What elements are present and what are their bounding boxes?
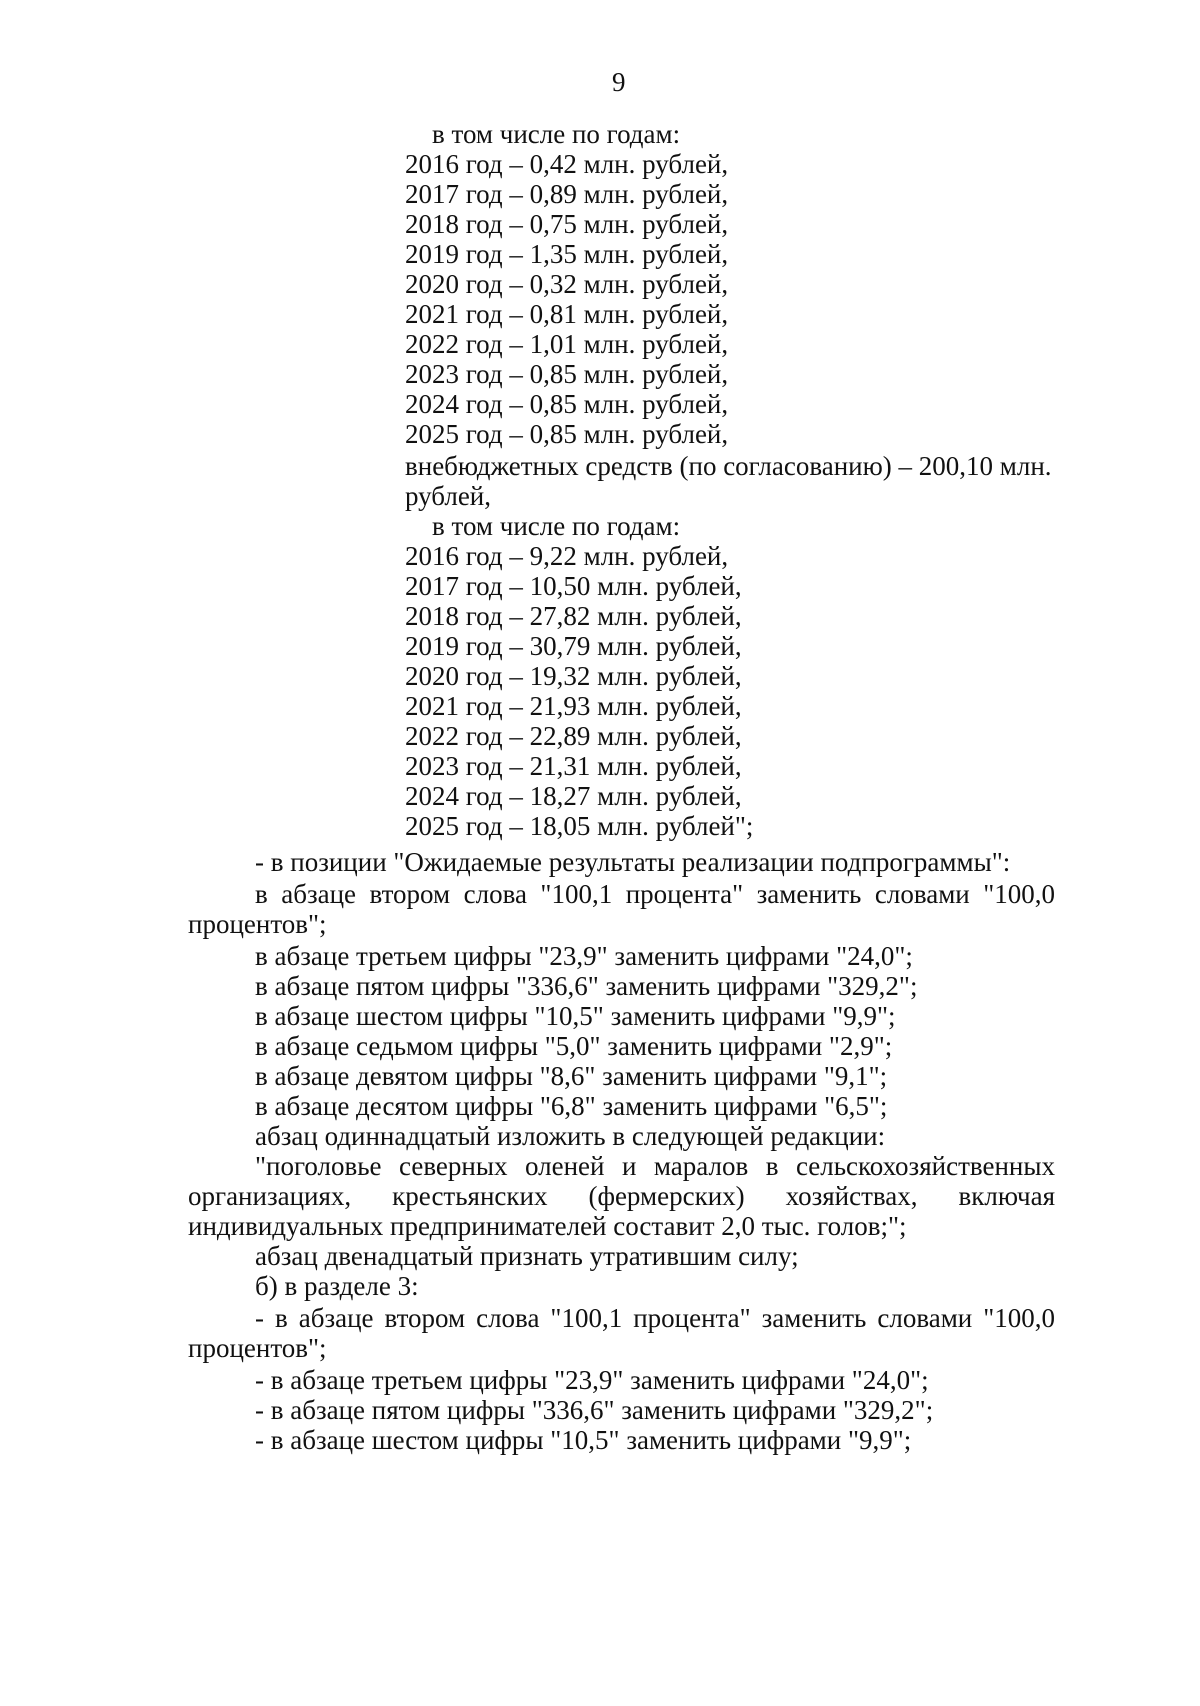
extrabudget-year-line: 2017 год – 10,50 млн. рублей, — [405, 571, 742, 601]
section-3-paragraph-6: - в абзаце шестом цифры "10,5" заменить цифрами "9,9"; — [255, 1425, 912, 1455]
amendment-paragraph-2-cont: процентов"; — [188, 909, 327, 939]
section-3-paragraph-2: - в абзаце втором слова "100,1 процента" заменить словами "100,0 — [255, 1303, 1055, 1333]
amendment-paragraph-11-intro: абзац одиннадцатый изложить в следующей редакции: — [255, 1121, 886, 1151]
extrabudget-year-line: 2022 год – 22,89 млн. рублей, — [405, 721, 742, 751]
local-budget-year-line: 2020 год – 0,32 млн. рублей, — [405, 269, 729, 299]
extrabudget-year-line: 2021 год – 21,93 млн. рублей, — [405, 691, 742, 721]
amendment-paragraph-7: в абзаце седьмом цифры "5,0" заменить цифрами "2,9"; — [255, 1031, 893, 1061]
amendment-position-line: - в позиции "Ожидаемые результаты реализации подпрограммы": — [255, 847, 1011, 877]
section-3-paragraph-5: - в абзаце пятом цифры "336,6" заменить цифрами "329,2"; — [255, 1395, 934, 1425]
amendment-paragraph-10: в абзаце десятом цифры "6,8" заменить цифрами "6,5"; — [255, 1091, 888, 1121]
extrabudget-year-line: 2025 год – 18,05 млн. рублей"; — [405, 811, 754, 841]
extrabudget-year-line: 2018 год – 27,82 млн. рублей, — [405, 601, 742, 631]
amendment-paragraph-11-text: "поголовье северных оленей и маралов в сельскохозяйственных — [255, 1151, 1055, 1181]
amendment-paragraph-12: абзац двенадцатый признать утратившим силу; — [255, 1241, 799, 1271]
local-budget-year-line: 2023 год – 0,85 млн. рублей, — [405, 359, 729, 389]
local-budget-year-line: 2017 год – 0,89 млн. рублей, — [405, 179, 729, 209]
extrabudget-title: внебюджетных средств (по согласованию) – 200,10 млн. — [405, 451, 1052, 481]
extrabudget-year-line: 2024 год – 18,27 млн. рублей, — [405, 781, 742, 811]
extrabudget-year-line: 2023 год – 21,31 млн. рублей, — [405, 751, 742, 781]
local-budget-year-line: 2019 год – 1,35 млн. рублей, — [405, 239, 729, 269]
amendment-paragraph-11-text: организациях, крестьянских (фермерских) хозяйствах, включая — [188, 1181, 1055, 1211]
local-budget-year-line: 2025 год – 0,85 млн. рублей, — [405, 419, 729, 449]
amendment-paragraph-11-text: индивидуальных предпринимателей составит 2,0 тыс. голов;"; — [188, 1211, 907, 1241]
section-3-paragraph-2-cont: процентов"; — [188, 1333, 327, 1363]
local-budget-year-line: 2021 год – 0,81 млн. рублей, — [405, 299, 729, 329]
amendment-paragraph-2: в абзаце втором слова "100,1 процента" заменить словами "100,0 — [255, 879, 1055, 909]
amendment-paragraph-5: в абзаце пятом цифры "336,6" заменить цифрами "329,2"; — [255, 971, 918, 1001]
extrabudget-year-line: 2020 год – 19,32 млн. рублей, — [405, 661, 742, 691]
extrabudget-year-line: 2019 год – 30,79 млн. рублей, — [405, 631, 742, 661]
local-budget-year-line: 2018 год – 0,75 млн. рублей, — [405, 209, 729, 239]
amendment-paragraph-6: в абзаце шестом цифры "10,5" заменить цифрами "9,9"; — [255, 1001, 896, 1031]
section-3-heading: б) в разделе 3: — [255, 1271, 419, 1301]
extrabudget-year-line: 2016 год – 9,22 млн. рублей, — [405, 541, 729, 571]
extrabudget-title-cont: рублей, — [405, 481, 492, 511]
amendment-paragraph-3: в абзаце третьем цифры "23,9" заменить цифрами "24,0"; — [255, 941, 913, 971]
amendment-paragraph-9: в абзаце девятом цифры "8,6" заменить цифрами "9,1"; — [255, 1061, 888, 1091]
local-budget-year-line: 2024 год – 0,85 млн. рублей, — [405, 389, 729, 419]
page-number: 9 — [612, 67, 626, 97]
section-3-paragraph-3: - в абзаце третьем цифры "23,9" заменить цифрами "24,0"; — [255, 1365, 929, 1395]
local-budget-year-line: 2022 год – 1,01 млн. рублей, — [405, 329, 729, 359]
local-budget-year-line: 2016 год – 0,42 млн. рублей, — [405, 149, 729, 179]
local-budget-intro: в том числе по годам: — [432, 119, 681, 149]
extrabudget-intro: в том числе по годам: — [432, 511, 681, 541]
